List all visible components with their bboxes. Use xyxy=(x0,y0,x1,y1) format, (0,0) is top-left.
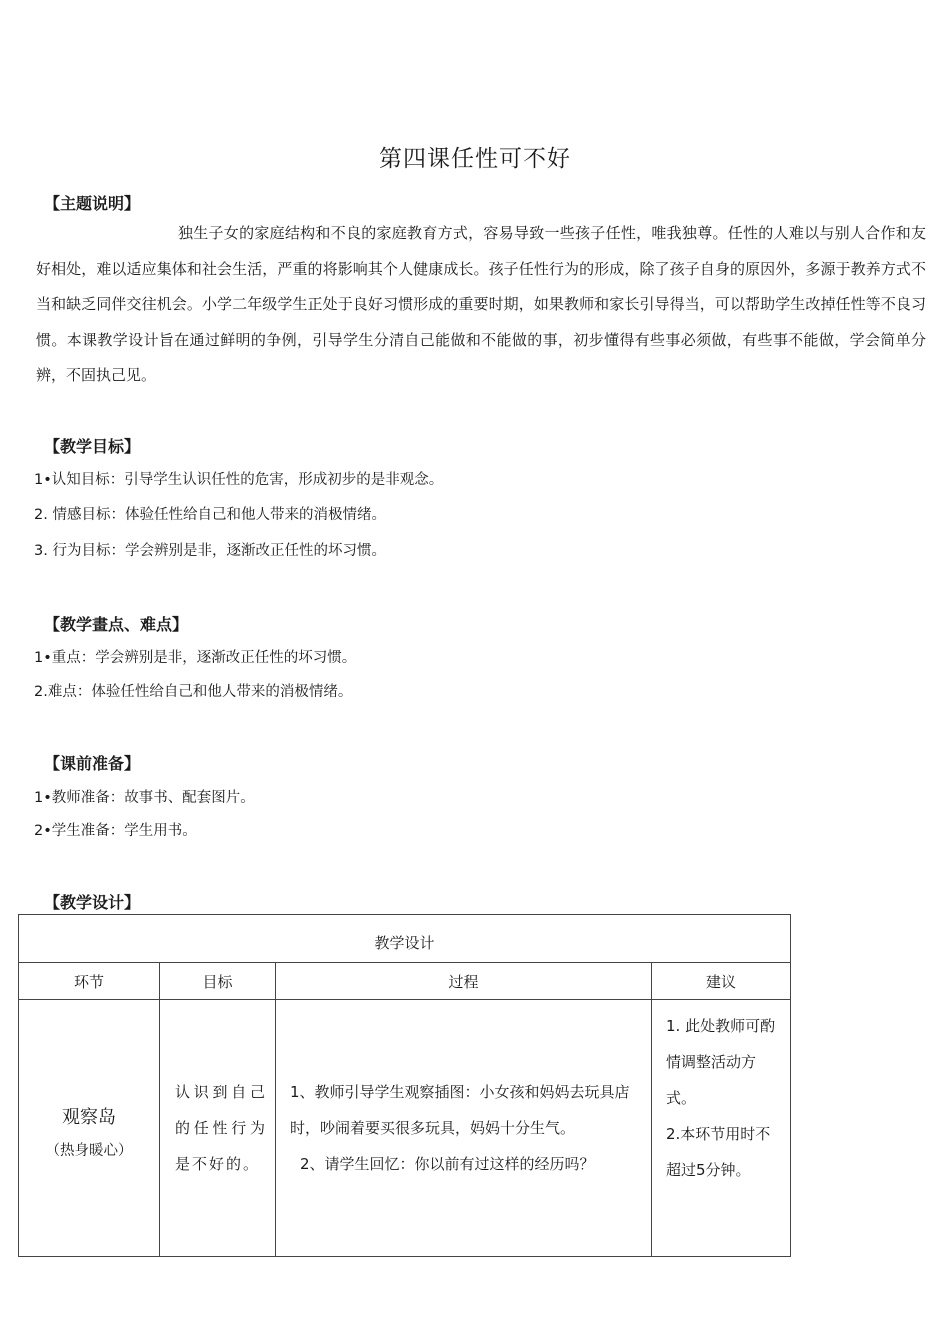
process-step: 1、教师引导学生观察插图：小女孩和妈妈去玩具店时，吵闹着要买很多玩具，妈妈十分生气。 xyxy=(290,1083,630,1137)
theme-heading: 【主题说明】 xyxy=(44,194,141,213)
design-heading: 【教学设计】 xyxy=(44,893,141,912)
table-header-row xyxy=(19,963,791,1000)
column-header-advice: 建议 xyxy=(652,963,791,1000)
objective-item: 1•认知目标：引导学生认识任性的危害，形成初步的是非观念。 xyxy=(34,472,444,488)
advice-cell xyxy=(652,1000,791,1257)
key-points-heading: 【教学畫点、难点】 xyxy=(44,615,189,634)
preparation-item: 1•教师准备：故事书、配套图片。 xyxy=(34,790,255,806)
preparation-item: 2•学生准备：学生用书。 xyxy=(34,823,197,839)
process-cell xyxy=(276,1000,652,1257)
stage-subtitle: （热身暖心） xyxy=(45,1142,133,1159)
advice-item: 2.本环节用时不超过5分钟。 xyxy=(666,1125,771,1179)
key-point-item: 2.难点：体验任性给自己和他人带来的消极情绪。 xyxy=(34,684,353,700)
objectives-heading: 【教学目标】 xyxy=(44,437,141,456)
objective-item: 3. 行为目标：学会辨别是非，逐渐改正任性的坏习惯。 xyxy=(34,543,386,559)
process-step: 2、请学生回忆：你以前有过这样的经历吗？ xyxy=(300,1155,595,1173)
column-header-goal: 目标 xyxy=(160,963,276,1000)
page-title: 第四课任性可不好 xyxy=(379,146,571,172)
design-table xyxy=(18,914,791,1257)
column-header-process: 过程 xyxy=(276,963,652,1000)
stage-cell xyxy=(19,1000,160,1257)
table-caption: 教学设计 xyxy=(19,915,791,963)
stage-name: 观察岛 xyxy=(62,1106,116,1128)
advice-item: 1. 此处教师可酌情调整活动方式。 xyxy=(666,1017,776,1107)
preparation-heading: 【课前准备】 xyxy=(44,754,141,773)
column-header-stage: 环节 xyxy=(19,963,160,1000)
key-point-item: 1•重点：学会辨别是非，逐渐改正任性的坏习惯。 xyxy=(34,650,357,666)
theme-paragraph: 独生子女的家庭结构和不良的家庭教育方式，容易导致一些孩子任性，唯我独尊。任性的人难以与别人合作和友好相处，难以适应集体和社会生活，严重的将影响其个人健康成长。孩子任性行为的形成，除了孩子自身的原因外，多源于教养方式不当和缺乏同伴交往机会。小学二年级学生正处于良好习惯形成的重要时期，如果教师和家长引导得当，可以帮助学生改掉任性等不良习惯。本课教学设计旨在通过鲜明的争例，引导学生分清自己能做和不能做的事，初步懂得有些事必须做，有些事不能做，学会简单分辨，不固执己见。 xyxy=(36,224,926,384)
objective-item: 2. 情感目标：体验任性给自己和他人带来的消极情绪。 xyxy=(34,507,386,523)
table-row xyxy=(19,1000,791,1257)
goal-cell: 认识到自己的任性行为是不好的。 xyxy=(160,1000,276,1257)
